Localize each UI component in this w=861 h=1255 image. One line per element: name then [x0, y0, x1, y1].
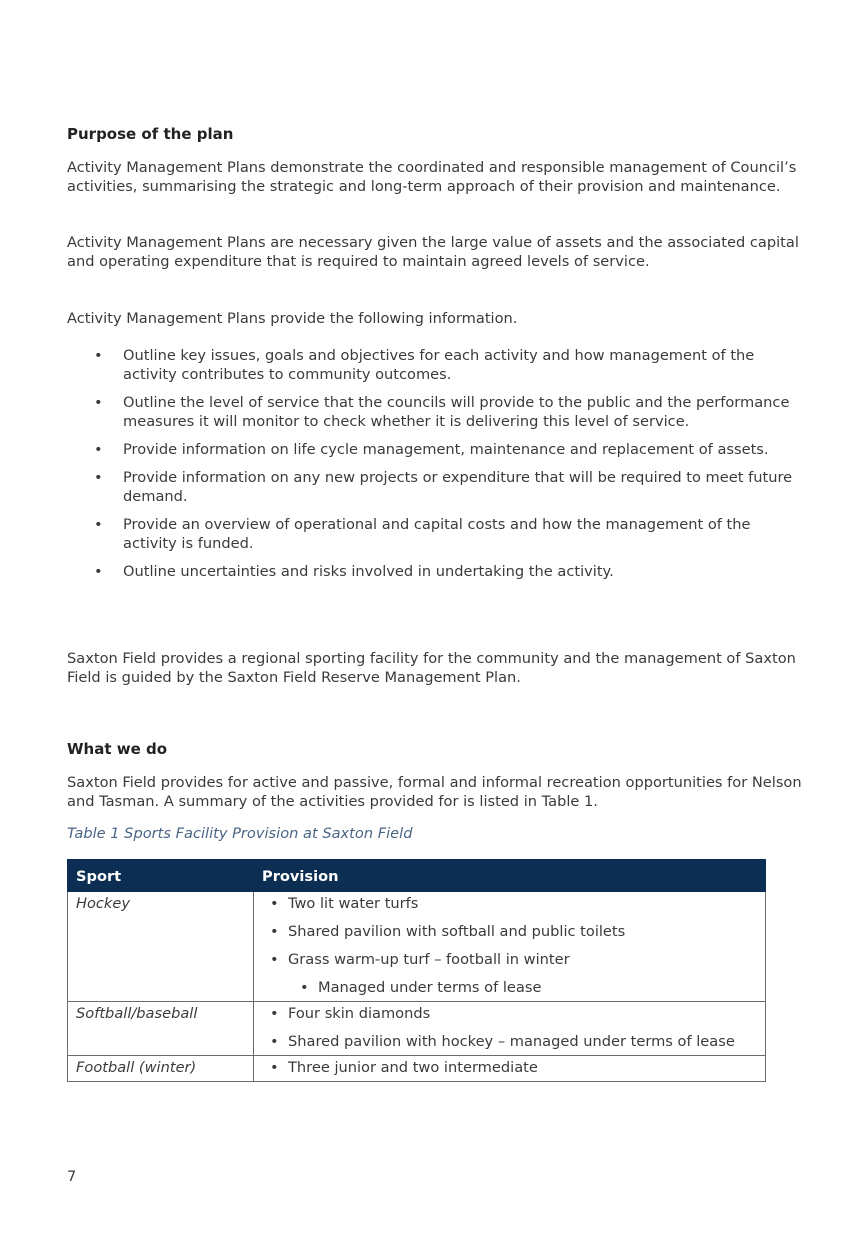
bullet-item: • Provide information on life cycle management, maintenance and replacement of assets. — [67, 440, 797, 459]
table-caption: Table 1 Sports Facility Provision at Saxton Field — [67, 825, 413, 842]
bullet-item: • Provide an overview of operational and capital costs and how the management of the activity is funded. — [67, 515, 797, 553]
bullet-item: • Outline uncertainties and risks involved in undertaking the activity. — [67, 562, 797, 581]
provision-list — [262, 1004, 757, 1051]
provision-cell — [254, 892, 766, 1002]
provision-cell — [254, 1056, 766, 1082]
provision-item: • Four skin diamonds — [262, 1004, 757, 1023]
purpose-paragraph-1: Activity Management Plans demonstrate the coordinated and responsible management of Council’s activities, summarising the strategic and long-term approach of their provision and maintenance. — [67, 159, 797, 195]
what-we-do-paragraph: Saxton Field provides for active and passive, formal and informal recreation opportunities for Nelson and Tasman. A summary of the activities provided for is listed in Table 1. — [67, 774, 802, 810]
table-row — [68, 1056, 766, 1082]
purpose-paragraph-4: Saxton Field provides a regional sporting facility for the community and the management of Saxton Field is guided by the Saxton Field Reserve Management Plan. — [67, 650, 796, 686]
provision-item: • Shared pavilion with softball and public toilets — [262, 922, 757, 941]
provision-item: • Grass warm-up turf – football in winter — [262, 950, 757, 969]
table-header-row — [68, 860, 766, 892]
sport-cell: Hockey — [68, 892, 254, 1002]
purpose-paragraph-3: Activity Management Plans provide the following information. — [67, 310, 518, 327]
sports-facility-table — [67, 859, 766, 1082]
provision-list — [262, 1058, 757, 1077]
provision-list — [262, 894, 757, 997]
provision-item: • Two lit water turfs — [262, 894, 757, 913]
sport-cell: Softball/baseball — [68, 1002, 254, 1056]
provision-subitem: • Managed under terms of lease — [262, 978, 757, 997]
purpose-heading: Purpose of the plan — [67, 125, 234, 143]
table-row — [68, 1002, 766, 1056]
provision-cell — [254, 1002, 766, 1056]
what-we-do-heading: What we do — [67, 740, 168, 758]
header-provision: Provision — [254, 860, 766, 892]
provision-item: • Shared pavilion with hockey – managed under terms of lease — [262, 1032, 757, 1051]
sport-cell: Football (winter) — [68, 1056, 254, 1082]
table-row — [68, 892, 766, 1002]
page-number: 7 — [67, 1168, 77, 1185]
information-bullet-list — [67, 346, 797, 590]
bullet-item: • Outline key issues, goals and objectives for each activity and how management of the activity contributes to community outcomes. — [67, 346, 797, 384]
provision-item: • Three junior and two intermediate — [262, 1058, 757, 1077]
purpose-paragraph-2: Activity Management Plans are necessary given the large value of assets and the associated capital and operating expenditure that is required to maintain agreed levels of service. — [67, 234, 799, 270]
bullet-item: • Outline the level of service that the councils will provide to the public and the performance measures it will monitor to check whether it is delivering this level of service. — [67, 393, 797, 431]
header-sport: Sport — [68, 860, 254, 892]
bullet-item: • Provide information on any new projects or expenditure that will be required to meet future demand. — [67, 468, 797, 506]
